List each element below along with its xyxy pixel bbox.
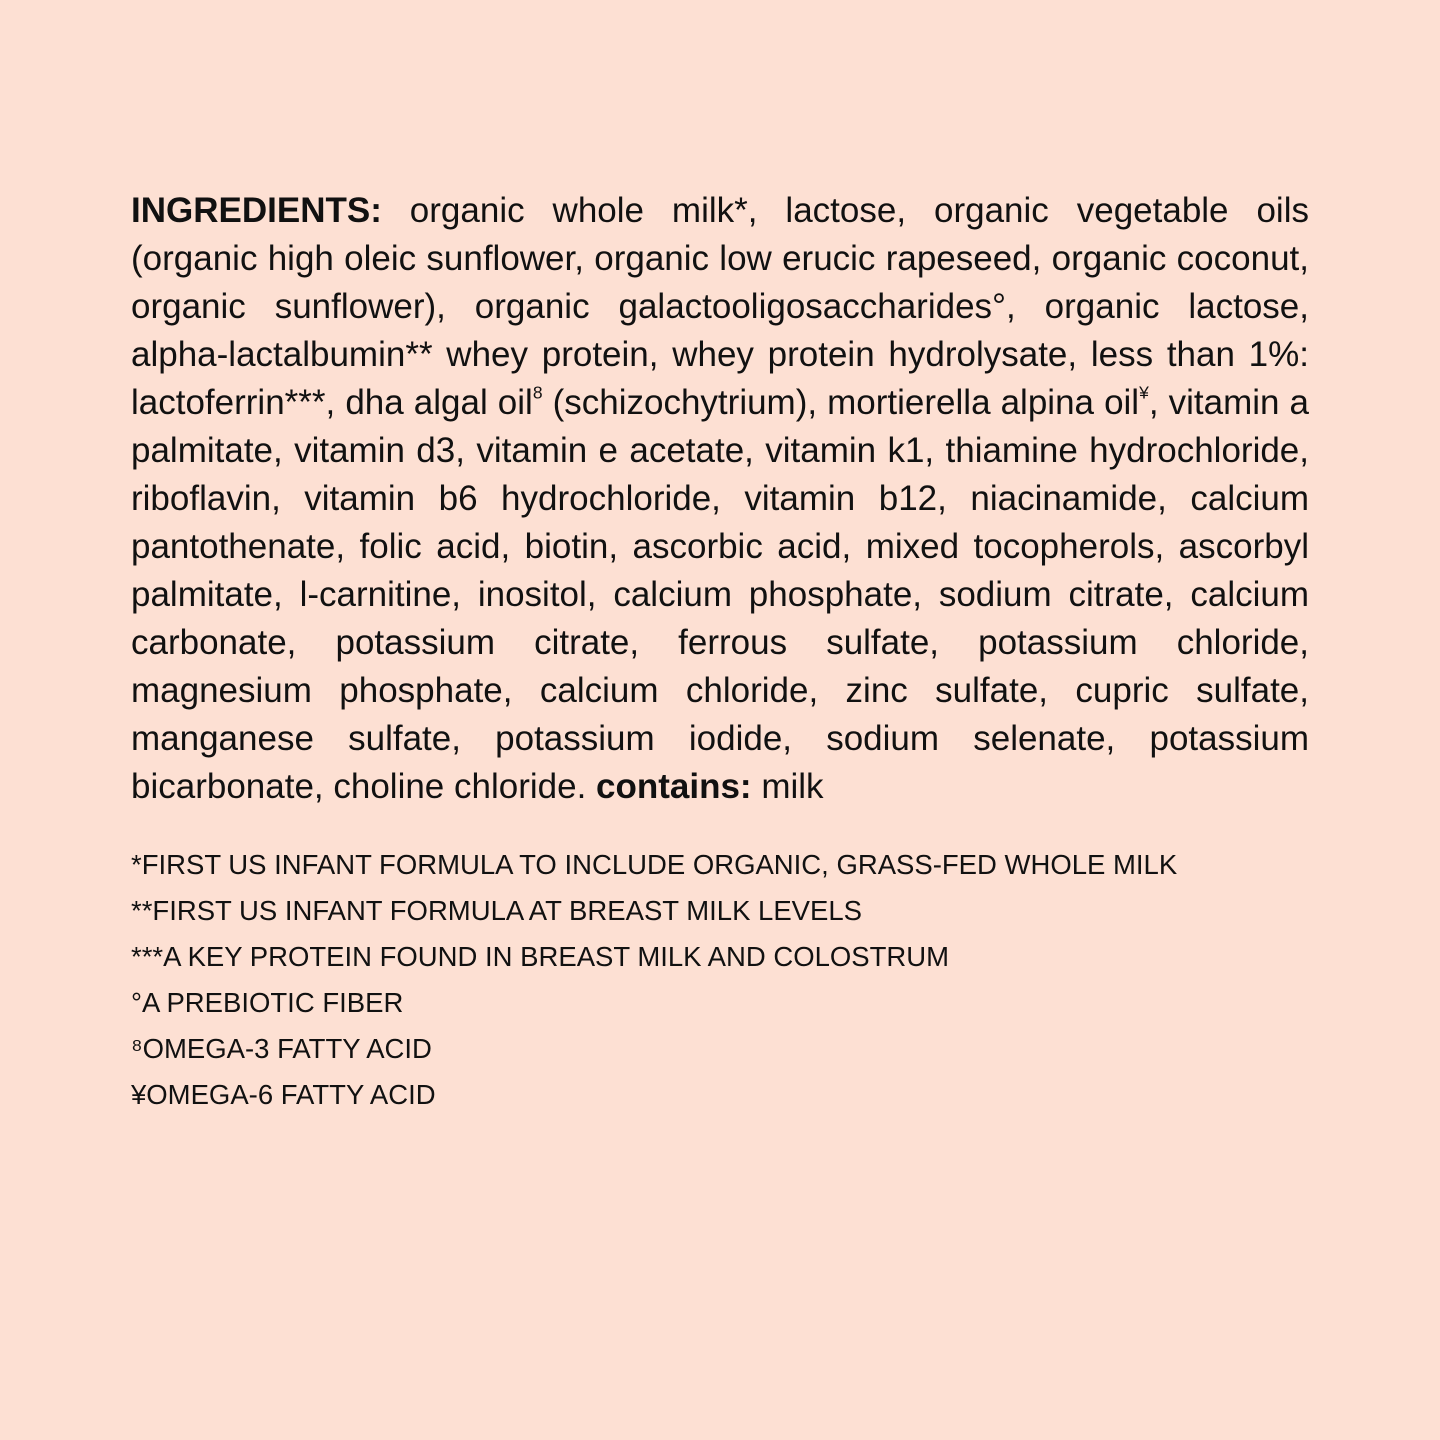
ingredients-text-part-2: (schizochytrium), mortierella alpina oil (542, 383, 1140, 422)
footnote-item: ***A KEY PROTEIN FOUND IN BREAST MILK AND COLOSTRUM (131, 941, 950, 972)
ingredients-text-part-3: , vitamin a palmitate, vitamin d3, vitamin e acetate, vitamin k1, thiamine hydrochloride, riboflavin, vitamin b6 hydrochloride, vitamin b12, niacinamide, calcium pantothenate, folic acid, biotin, ascorbic acid, mixed tocopherols, ascorbyl palmitate, l-carnitine, inositol, calcium phosphate, sodium citrate, calcium carbonate, potassium citrate, ferrous sulfate, potassium chloride, magnesium phosphate, calcium chloride, zinc sulfate, cupric sulfate, manganese sulfate, potassium iodide, sodium selenate, potassium bicarbonate, choline chloride. (131, 383, 1310, 806)
contains-value: milk (751, 767, 824, 806)
footnotes-list (131, 842, 1309, 1118)
ingredients-paragraph (131, 187, 1309, 811)
ingredients-panel (131, 187, 1309, 1118)
footnote-item: **FIRST US INFANT FORMULA AT BREAST MILK LEVELS (131, 895, 863, 926)
alpina-footnote-mark: ¥ (1139, 382, 1149, 403)
footnote-item: ⁸OMEGA-3 FATTY ACID (131, 1033, 432, 1064)
ingredients-text-part-1: organic whole milk*, lactose, organic vegetable oils (organic high oleic sunflower, organic low erucic rapeseed, organic coconut, organic sunflower), organic galactooligosaccharides°, organic lactose, alpha-lactalbumin** whey protein, whey protein hydrolysate, less than 1%: lactoferrin***, dha algal oil (131, 191, 1309, 422)
contains-label: contains: (596, 767, 752, 806)
ingredients-heading: INGREDIENTS: (131, 191, 382, 230)
dha-footnote-mark: 8 (532, 382, 543, 403)
footnote-item: *FIRST US INFANT FORMULA TO INCLUDE ORGANIC, GRASS-FED WHOLE MILK (131, 849, 1178, 880)
footnote-item: °A PREBIOTIC FIBER (131, 987, 404, 1018)
footnote-item: ¥OMEGA-6 FATTY ACID (131, 1079, 436, 1110)
